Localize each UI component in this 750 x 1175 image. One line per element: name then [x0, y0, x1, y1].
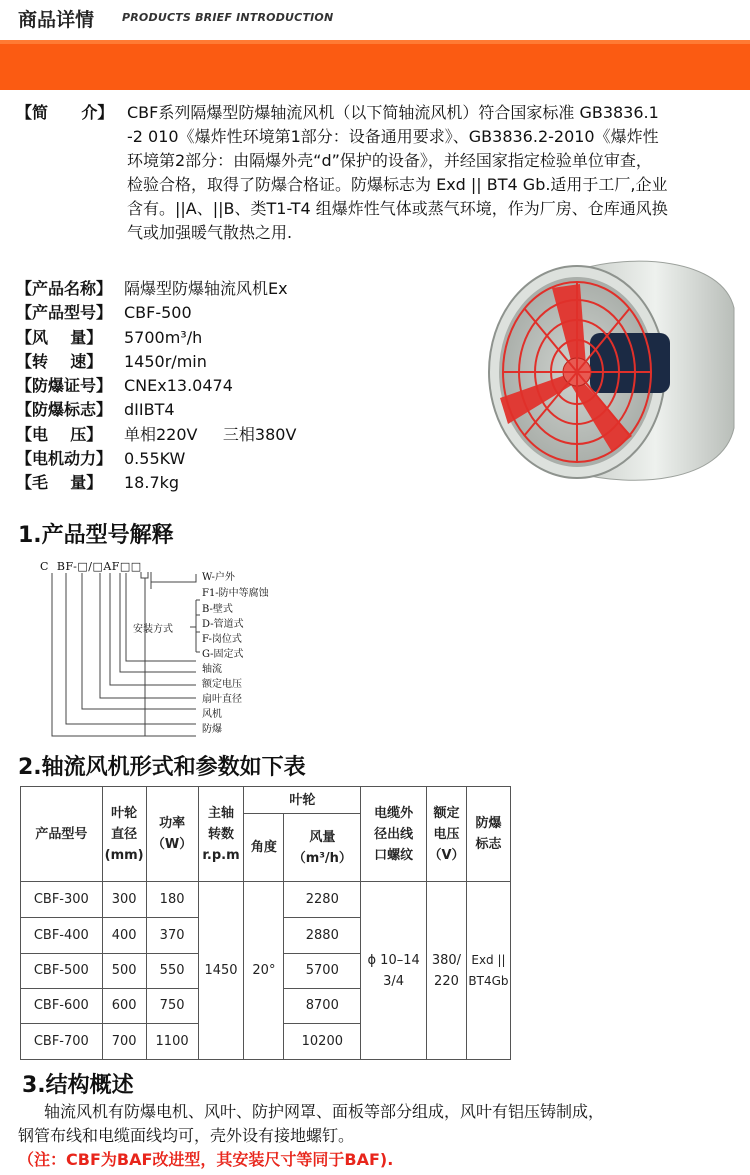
cell-airflow: 10200 — [284, 1023, 361, 1059]
cell-airflow: 2880 — [284, 918, 361, 953]
spec-row — [16, 471, 486, 495]
cell-power: 750 — [146, 988, 198, 1023]
cell-line: Exd || — [471, 952, 506, 967]
diagram-label: 轴流 — [202, 664, 222, 675]
model-code-diagram — [30, 560, 330, 745]
th-line: 防爆 — [475, 816, 502, 832]
cell-model: CBF-600 — [21, 988, 103, 1023]
structure-line: 钢管布线和电缆面线均可，壳外设有接地螺钉。 — [18, 1126, 355, 1145]
cell-line: 380/ — [431, 952, 462, 968]
th-voltage — [426, 787, 466, 882]
spec-label: 【防爆证号】 — [16, 376, 113, 396]
header-title-en: PRODUCTS BRIEF INTRODUCTION — [122, 11, 334, 24]
diagram-label: G-固定式 — [202, 649, 244, 660]
cell-model: CBF-400 — [21, 918, 103, 953]
th-line: 直径 — [111, 826, 138, 842]
intro-line: -2 010《爆炸性环境第1部分：设备通用要求》、GB3836.2-2010《爆炸性 — [127, 127, 659, 146]
cell-diameter: 700 — [102, 1023, 146, 1059]
cell-angle: 20° — [244, 882, 284, 1060]
spec-label: 【电机动力】 — [16, 449, 113, 469]
cell-line: 3/4 — [383, 973, 405, 989]
th-line: 转数 — [208, 826, 235, 842]
cell-line: BT4Gb — [468, 973, 509, 988]
th-line: 额定 — [433, 805, 460, 821]
th-angle: 角度 — [244, 814, 284, 882]
spec-value: 隔爆型防爆轴流风机Ex — [124, 279, 288, 298]
th-line: （m³/h） — [292, 850, 352, 866]
th-line: (mm) — [104, 847, 144, 863]
th-impeller-group: 叶轮 — [244, 787, 361, 814]
diagram-label: D-管道式 — [202, 619, 244, 630]
cell-line: ϕ 10–14 — [367, 952, 420, 968]
th-ex-mark — [466, 787, 510, 882]
diagram-leader-lines — [30, 560, 330, 745]
intro-line: 检验合格，取得了防爆合格证。防爆标志为 Exd || BT4 Gb.适用于工厂,企业 — [127, 175, 668, 194]
cell-model: CBF-700 — [21, 1023, 103, 1059]
th-model: 产品型号 — [21, 787, 103, 882]
th-line: 风量 — [309, 829, 336, 845]
section2-title: 2.轴流风机形式和参数如下表 — [18, 755, 306, 780]
spec-value: 18.7kg — [124, 473, 180, 493]
spec-row — [16, 374, 486, 398]
diagram-label: 扇叶直径 — [202, 694, 242, 705]
th-airflow — [284, 814, 361, 882]
intro-line: 环境第2部分：由隔爆外壳“d”保护的设备》，并经国家指定检验单位审查， — [127, 151, 652, 170]
cell-diameter: 400 — [102, 918, 146, 953]
table-row — [21, 882, 511, 918]
spec-row — [16, 447, 486, 471]
spec-label: 【防爆标志】 — [16, 400, 113, 420]
spec-value: 0.55KW — [124, 449, 186, 469]
th-line: r.p.m — [202, 847, 240, 863]
diagram-label: 额定电压 — [202, 679, 242, 690]
cell-line: 220 — [434, 973, 459, 989]
cell-diameter: 300 — [102, 882, 146, 918]
spec-value: 1450r/min — [124, 351, 207, 371]
cell-airflow: 2280 — [284, 882, 361, 918]
spec-label: 【产品名称】 — [16, 279, 113, 298]
orange-banner — [0, 40, 750, 90]
structure-line: 轴流风机有防爆电机、风叶、防护网罩、面板等部分组成，风叶有铝压铸制成， — [44, 1102, 605, 1121]
spec-row — [16, 301, 486, 325]
structure-description — [18, 1100, 738, 1172]
spec-value: dIIBT4 — [124, 400, 175, 420]
fan-product-image — [482, 248, 740, 498]
structure-note: （注：CBF为BAF改进型，其安装尺寸等同于BAF). — [18, 1150, 394, 1169]
spec-value: 单相220V 三相380V — [124, 424, 297, 444]
th-line: 标志 — [475, 837, 502, 853]
section1-title: 1.产品型号解释 — [18, 523, 174, 548]
th-speed — [198, 787, 244, 882]
diagram-label: F1-防中等腐蚀 — [202, 588, 269, 599]
th-cable — [361, 787, 427, 882]
intro-line: CBF系列隔爆型防爆轴流风机（以下简轴流风机）符合国家标准 GB3836.1 — [127, 103, 659, 122]
cell-diameter: 600 — [102, 988, 146, 1023]
fan-guard — [503, 282, 651, 462]
cell-model: CBF-500 — [21, 953, 103, 988]
cell-cable — [361, 882, 427, 1060]
cell-model: CBF-300 — [21, 882, 103, 918]
spec-value: 5700m³/h — [124, 327, 203, 347]
spec-label: 【毛 量】 — [16, 473, 103, 493]
spec-label: 【产品型号】 — [16, 303, 113, 323]
intro-label: 【简 介】 — [16, 103, 114, 122]
spec-label: 【风 量】 — [16, 327, 103, 347]
cell-voltage — [426, 882, 466, 1060]
th-line: 电压 — [433, 826, 460, 842]
intro-text — [16, 101, 668, 245]
spec-value: CNEx13.0474 — [124, 376, 233, 396]
cell-power: 370 — [146, 918, 198, 953]
cell-diameter: 500 — [102, 953, 146, 988]
th-diameter — [102, 787, 146, 882]
th-line: 叶轮 — [111, 805, 138, 821]
cell-power: 1100 — [146, 1023, 198, 1059]
spec-label: 【电 压】 — [16, 424, 103, 444]
th-line: （W） — [151, 837, 193, 853]
diagram-label: 防爆 — [202, 724, 222, 735]
th-line: 径出线 — [374, 826, 414, 842]
header-title-cn: 商品详情 — [18, 9, 95, 31]
model-code: C BF-□/□AF□□ — [40, 560, 142, 573]
cell-airflow: 5700 — [284, 953, 361, 988]
spec-row — [16, 423, 486, 447]
th-power — [146, 787, 198, 882]
diagram-label: W-户外 — [202, 572, 235, 583]
diagram-label: F-岗位式 — [202, 634, 242, 645]
cell-airflow: 8700 — [284, 988, 361, 1023]
cell-speed: 1450 — [198, 882, 244, 1060]
diagram-label-mount: 安装方式 — [133, 624, 173, 635]
spec-label: 【转 速】 — [16, 351, 103, 371]
th-line: （V） — [428, 847, 465, 863]
spec-row — [16, 326, 486, 350]
diagram-label: B-壁式 — [202, 604, 233, 615]
spec-row — [16, 398, 486, 422]
spec-value: CBF-500 — [124, 303, 192, 323]
intro-line: 气或加强暖气散热之用. — [127, 223, 293, 242]
section3-title: 3.结构概述 — [22, 1073, 134, 1098]
intro-line: 含有。||A、||B、类T1-T4 组爆炸性气体或蒸气环境，作为厂房、仓库通风换 — [127, 199, 668, 218]
spec-row — [16, 350, 486, 374]
diagram-label: 风机 — [202, 709, 222, 720]
parameter-table — [20, 786, 511, 1060]
th-line: 功率 — [159, 816, 186, 832]
th-line: 主轴 — [208, 805, 235, 821]
th-line: 口螺纹 — [374, 847, 414, 863]
spec-list — [16, 277, 486, 496]
cell-power: 180 — [146, 882, 198, 918]
page-header — [0, 0, 750, 42]
spec-row — [16, 277, 486, 301]
cell-ex-mark — [466, 882, 510, 1060]
th-line: 电缆外 — [374, 805, 414, 821]
cell-power: 550 — [146, 953, 198, 988]
